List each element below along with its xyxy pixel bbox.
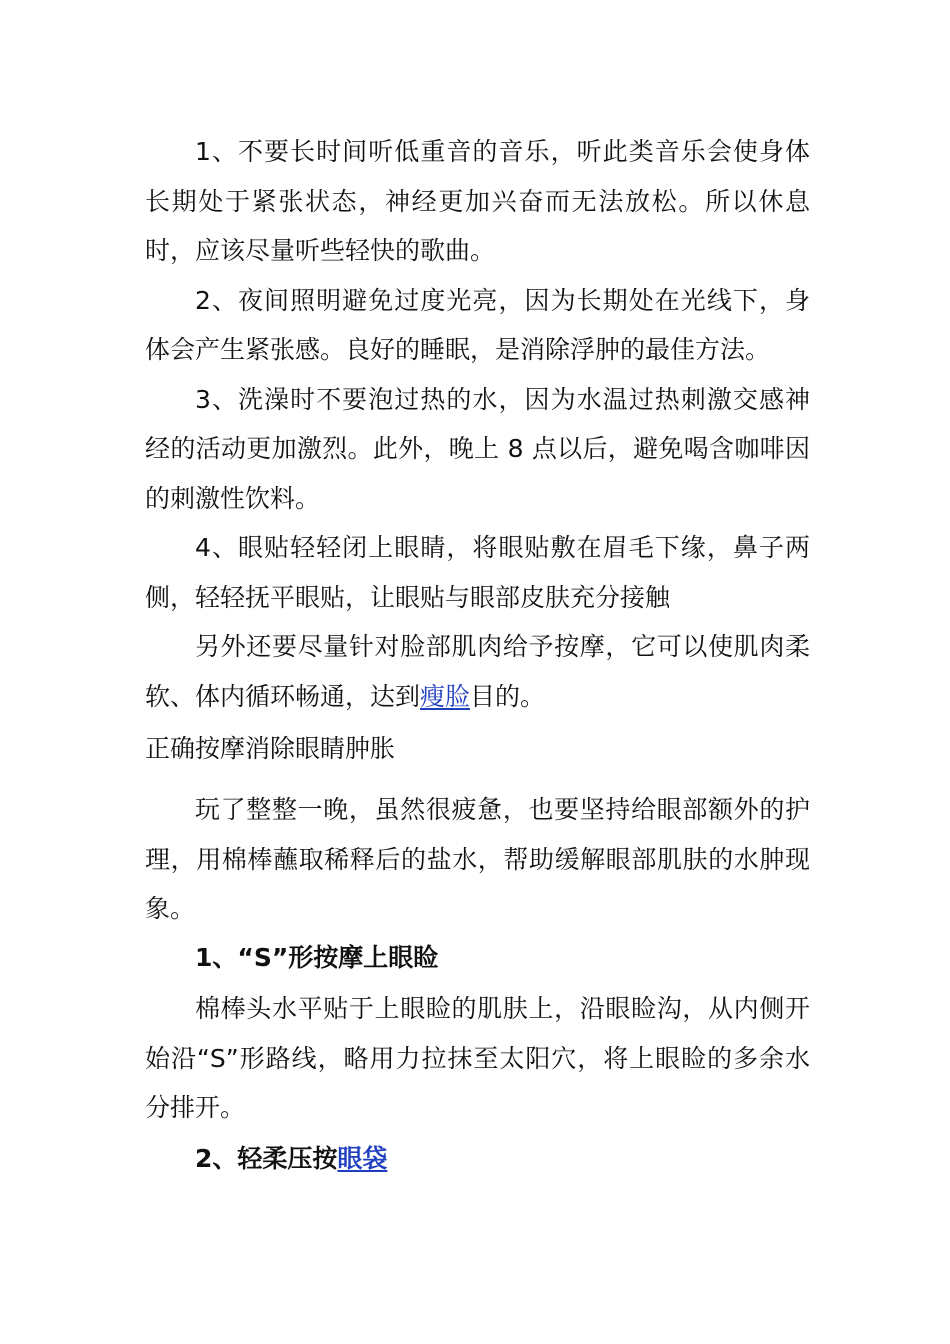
tip-paragraph-3: 3、洗澡时不要泡过热的水，因为水温过热刺激交感神经的活动更加激烈。此外，晚上 8 点以后，避免喝含咖啡因的刺激性饮料。 bbox=[145, 384, 810, 513]
massage-paragraph bbox=[145, 622, 810, 721]
intro-block bbox=[145, 785, 810, 934]
step1-title-block bbox=[145, 938, 810, 978]
section-title-block bbox=[145, 729, 810, 769]
eye-bag-link[interactable]: 眼袋 bbox=[337, 1144, 388, 1173]
step1-title: 1、“S”形按摩上眼睑 bbox=[195, 943, 439, 972]
step2-title-block bbox=[145, 1139, 810, 1179]
step1-text: 棉棒头水平贴于上眼睑的肌肤上，沿眼睑沟，从内侧开始沿“S”形路线，略用力拉抹至太阳穴，将上眼睑的多余水分排开。 bbox=[145, 994, 810, 1122]
tip-paragraph-4: 4、眼贴轻轻闭上眼睛，将眼贴敷在眉毛下缘，鼻子两侧，轻轻抚平眼贴，让眼贴与眼部皮肤充分接触 bbox=[145, 533, 810, 612]
tip-paragraph-2: 2、夜间照明避免过度光亮，因为长期处在光线下，身体会产生紧张感。良好的睡眠，是消除浮肿的最佳方法。 bbox=[145, 285, 810, 364]
step2-title-text: 2、轻柔压按 bbox=[195, 1144, 338, 1173]
step1-text-block bbox=[145, 984, 810, 1133]
tips-list bbox=[145, 127, 810, 721]
section-title: 正确按摩消除眼睛肿胀 bbox=[145, 734, 396, 763]
step2-title bbox=[145, 1139, 810, 1179]
intro-paragraph: 玩了整整一晚，虽然很疲惫，也要坚持给眼部额外的护理，用棉棒蘸取稀释后的盐水，帮助缓解眼部肌肤的水肿现象。 bbox=[145, 795, 810, 923]
massage-text: 另外还要尽量针对脸部肌肉给予按摩，它可以使肌肉柔软、体内循环畅通，达到 bbox=[145, 632, 810, 711]
tip-paragraph-1: 1、不要长时间听低重音的音乐，听此类音乐会使身体长期处于紧张状态，神经更加兴奋而无法放松。所以休息时，应该尽量听些轻快的歌曲。 bbox=[145, 137, 810, 265]
massage-text-end: 目的。 bbox=[470, 681, 546, 711]
slim-face-link[interactable]: 瘦脸 bbox=[420, 681, 471, 711]
